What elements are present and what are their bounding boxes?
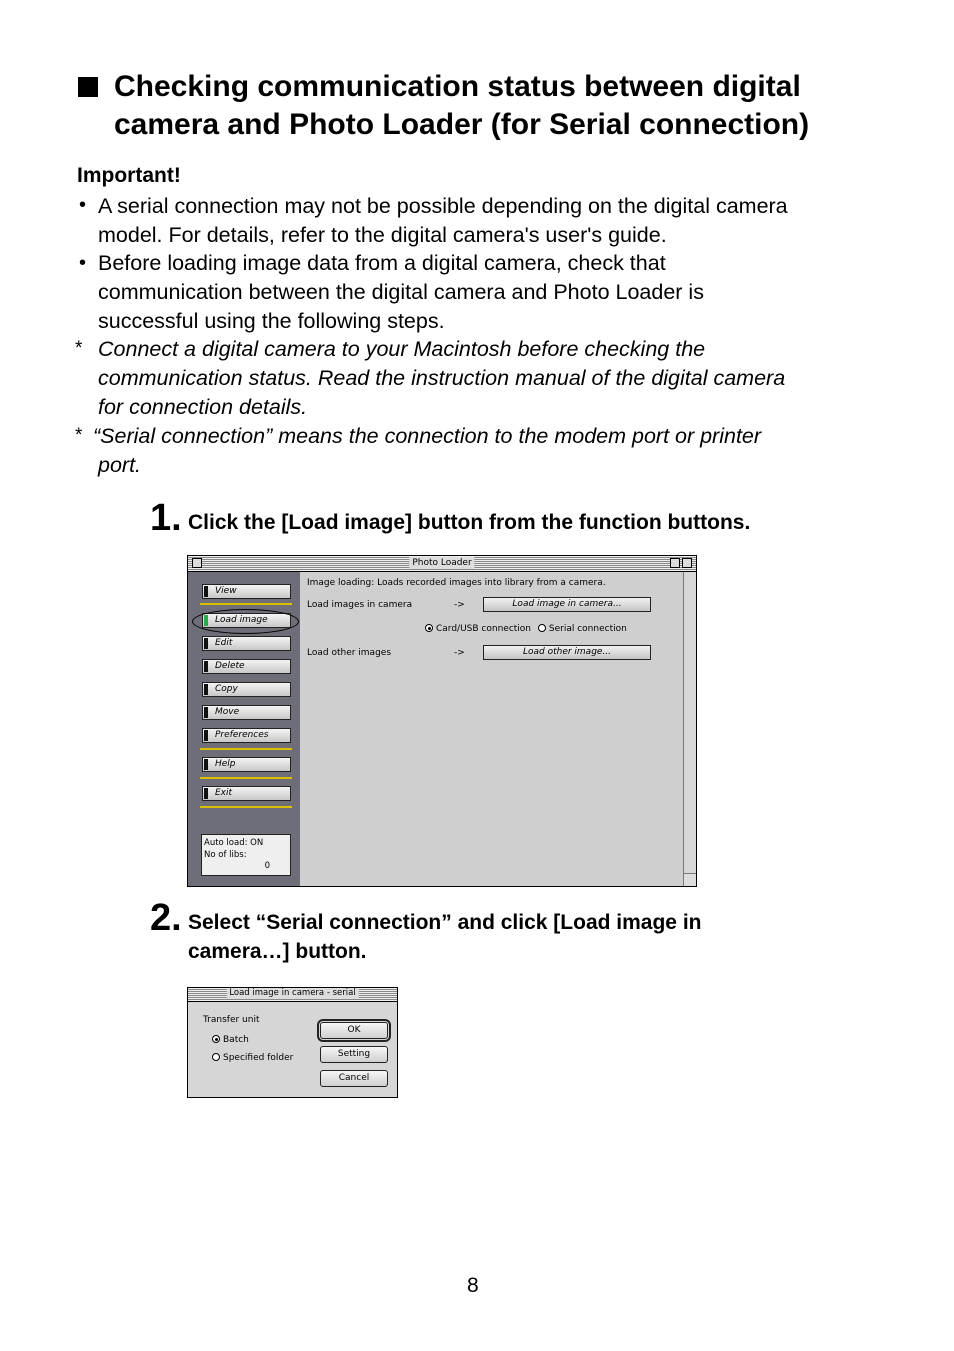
load-other-label: Load other images [307,648,392,658]
separator [200,806,292,808]
specified-folder-label: Specified folder [223,1053,294,1063]
collapse-box-icon[interactable] [682,558,692,568]
preferences-button[interactable]: Preferences [202,728,291,743]
step-2-line-2: camera…] button. [188,940,367,963]
bullet-1 [98,192,878,250]
cancel-button[interactable]: Cancel [320,1070,388,1087]
note-2-line-2: port. [98,453,142,477]
step-1-line-1: Click the [Load image] button from the function buttons. [188,511,751,534]
bullet-2-line-2: communication between the digital camera and Photo Loader is [98,280,704,304]
arrow-icon: -> [454,648,465,658]
note-2-line-1: “Serial connection” means the connection to the modem port or printer [93,424,762,448]
load-image-button[interactable]: Load image [202,613,291,628]
note-1-line-1: Connect a digital camera to your Macintosh before checking the [98,337,706,361]
step-2-text [188,908,701,966]
separator [200,748,292,750]
load-other-image-button[interactable]: Load other image... [483,645,651,660]
heading-line-1: Checking communication status between digital [114,70,801,103]
highlight-oval [192,609,299,634]
dialog-titlebar[interactable] [188,988,397,1002]
move-button[interactable]: Move [202,705,291,720]
close-box-icon[interactable] [192,558,202,568]
serial-label: Serial connection [548,624,627,634]
heading-line-2: camera and Photo Loader (for Serial connection) [114,108,810,141]
main-panel [300,572,696,886]
batch-option [212,1035,249,1046]
note-1-line-2: communication status. Read the instruction manual of the digital camera [98,366,786,390]
bullet-dot-icon: • [79,252,87,274]
step-2-line-1: Select “Serial connection” and click [Load image in [188,911,702,934]
library-count-label: No of libs: [204,850,247,860]
heading-text [114,68,904,144]
bullet-1-line-1: A serial connection may not be possible depending on the digital camera [98,194,788,218]
arrow-icon: -> [454,600,465,610]
resize-grip-icon[interactable] [683,873,696,886]
card-usb-label: Card/USB connection [436,624,532,634]
help-button[interactable]: Help [202,757,291,772]
card-usb-radio[interactable] [425,624,433,632]
load-camera-label: Load images in camera [307,600,413,610]
library-info-box [201,834,291,876]
page-number: 8 [467,1274,479,1297]
important-label: Important! [77,164,181,187]
load-image-in-camera-button[interactable]: Load image in camera... [483,597,651,612]
transfer-unit-label: Transfer unit [203,1015,260,1025]
zoom-box-icon[interactable] [670,558,680,568]
photo-loader-window [187,555,697,887]
delete-button[interactable]: Delete [202,659,291,674]
separator [200,603,292,605]
dialog-title: Load image in camera - serial [226,988,358,999]
bullet-dot-icon: • [79,194,87,216]
window-titlebar[interactable] [188,556,696,572]
specified-folder-radio[interactable] [212,1053,220,1061]
vertical-scrollbar[interactable] [683,572,696,886]
note-1 [98,335,878,422]
bullet-1-line-2: model. For details, refer to the digital camera's user's guide. [98,223,667,247]
library-count-value: 0 [264,861,270,871]
bullet-2-line-3: successful using the following steps. [98,309,445,333]
view-button[interactable]: View [202,584,291,599]
step-2-number: 2. [150,897,182,939]
step-1-number: 1. [150,497,182,539]
window-title: Photo Loader [409,557,474,569]
step-1-text [188,508,750,537]
batch-radio[interactable] [212,1035,220,1043]
exit-button[interactable]: Exit [202,786,291,801]
setting-button[interactable]: Setting [320,1046,388,1063]
copy-button[interactable]: Copy [202,682,291,697]
separator [200,777,292,779]
batch-label: Batch [223,1035,249,1045]
auto-load-status: Auto load: ON [204,838,264,848]
connection-radio-group [425,624,627,635]
edit-button[interactable]: Edit [202,636,291,651]
serial-load-dialog [187,987,398,1098]
note-2 [93,422,873,480]
specified-folder-option [212,1053,293,1064]
ok-button[interactable]: OK [320,1022,388,1039]
square-bullet-icon [78,77,98,97]
asterisk-icon: * [75,338,83,359]
bullet-2 [98,249,878,336]
serial-radio[interactable] [538,624,546,632]
note-1-line-3: for connection details. [98,395,308,419]
description-text: Image loading: Loads recorded images into library from a camera. [307,578,606,588]
asterisk-icon: * [75,425,83,446]
bullet-2-line-1: Before loading image data from a digital camera, check that [98,251,666,275]
